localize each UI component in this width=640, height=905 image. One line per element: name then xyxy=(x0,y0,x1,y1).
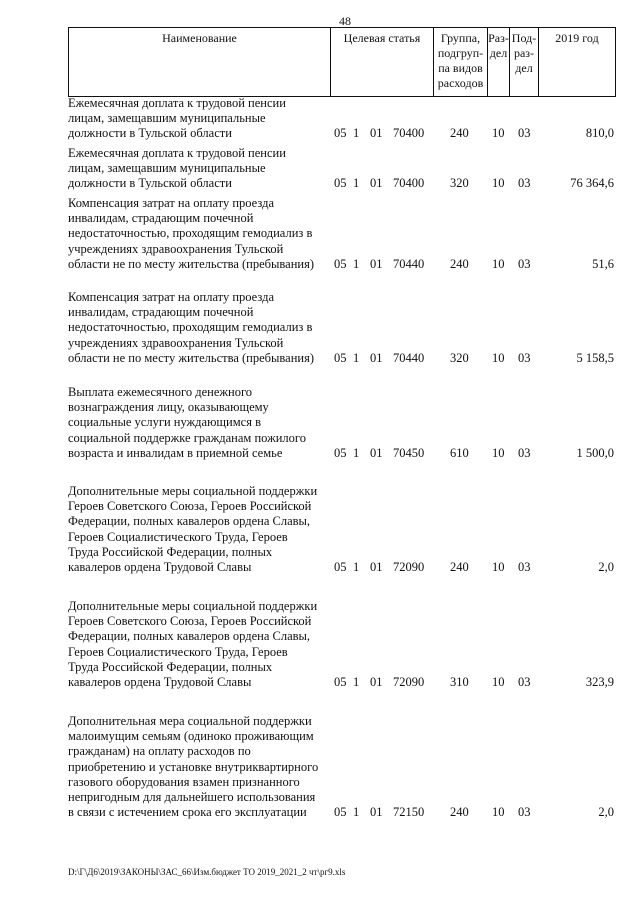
section-code: 10 xyxy=(492,675,505,689)
expense-group: 240 xyxy=(450,560,469,574)
target-code-subprogram: 1 xyxy=(353,445,360,460)
row-name-line: инвалидам, страдающим почечной xyxy=(68,211,254,226)
target-code-subprogram: 1 xyxy=(353,675,360,689)
row-name-line: Компенсация затрат на оплату проезда xyxy=(68,290,275,304)
row-name-line: учреждениях здравоохранения Тульской xyxy=(68,335,284,350)
target-code-program: 05 xyxy=(334,176,347,191)
row-name-line: непригодным для дальнейшего использования xyxy=(68,790,316,805)
header-target-cell xyxy=(331,28,434,96)
table-header xyxy=(68,27,616,97)
target-code-program: 05 xyxy=(334,560,347,574)
section-code: 10 xyxy=(492,256,505,271)
header-subsection-cell xyxy=(510,28,539,96)
row-name-line: Компенсация затрат на оплату проезда xyxy=(68,196,275,210)
expense-group: 240 xyxy=(450,256,469,271)
header-year: 2019 год xyxy=(555,31,599,45)
target-code-main-activity: 01 xyxy=(370,560,383,574)
row-name-line: гражданам) на оплату расходов по xyxy=(68,744,251,759)
row-name-line: Героев Социалистического Труда, Героев xyxy=(68,529,288,544)
row-name xyxy=(68,96,330,142)
expense-group: 240 xyxy=(450,126,469,141)
row-name-line: Федерации, полных кавалеров ордена Славы, xyxy=(68,514,311,529)
row-name-line: газового оборудования взамен признанного xyxy=(68,774,300,789)
row-name-line: учреждениях здравоохранения Тульской xyxy=(68,241,284,256)
subsection-code: 03 xyxy=(518,126,531,141)
amount-2019: 810,0 xyxy=(585,126,614,141)
row-name-line: Дополнительные меры социальной поддержки xyxy=(68,599,318,613)
header-target: Целевая статья xyxy=(343,31,421,45)
row-name xyxy=(68,385,330,461)
section-code: 10 xyxy=(492,126,505,141)
header-section-line: Раз- xyxy=(488,31,509,45)
target-code-main-activity: 01 xyxy=(370,805,383,820)
section-code: 10 xyxy=(492,350,505,365)
section-code: 10 xyxy=(492,176,505,191)
target-code-direction: 70450 xyxy=(393,445,425,460)
target-code-subprogram: 1 xyxy=(353,805,360,820)
row-name-line: в связи с истечением срока его эксплуатации xyxy=(68,805,307,820)
file-path-footer: D:\Г\Д6\2019\ЗАКОНЫ\ЗАС_66\Изм.бюджет ТО 2019_2021_2 чт\рг9.xls xyxy=(68,867,346,877)
row-name xyxy=(68,714,330,820)
expense-group: 310 xyxy=(450,675,469,689)
row-name-line: социальной поддержке гражданам пожилого xyxy=(68,430,306,445)
target-code-direction: 72090 xyxy=(393,675,425,689)
row-name-line: лицам, замещавшим муниципальные xyxy=(68,161,266,176)
header-section-line: дел xyxy=(489,46,508,60)
target-code-program: 05 xyxy=(334,126,347,141)
header-group-line: расходов xyxy=(437,76,484,90)
section-code: 10 xyxy=(492,805,505,820)
row-name-line: должности в Тульской области xyxy=(68,126,232,141)
row-name-line: кавалеров ордена Трудовой Славы xyxy=(68,675,252,690)
target-code-main-activity: 01 xyxy=(370,126,383,141)
expense-group: 610 xyxy=(450,445,469,460)
header-group-cell xyxy=(434,28,488,96)
target-code-direction: 70400 xyxy=(393,176,425,191)
section-code: 10 xyxy=(492,560,505,574)
row-name-line: Труда Российской Федерации, полных xyxy=(68,659,273,674)
subsection-code: 03 xyxy=(518,256,531,271)
target-code-program: 05 xyxy=(334,675,347,689)
expense-group: 320 xyxy=(450,176,469,191)
row-name xyxy=(68,146,330,192)
expense-group: 320 xyxy=(450,350,469,365)
row-name-line: вознаграждения лицу, оказывающему xyxy=(68,400,269,415)
subsection-code: 03 xyxy=(518,445,531,460)
amount-2019: 1 500,0 xyxy=(576,445,614,460)
amount-2019: 323,9 xyxy=(585,675,614,689)
target-code-direction: 72090 xyxy=(393,560,425,574)
amount-2019: 5 158,5 xyxy=(576,350,614,365)
row-name-line: области не по месту жительства (пребывания) xyxy=(68,350,315,365)
header-group-line: па видов xyxy=(438,61,483,75)
target-code-main-activity: 01 xyxy=(370,176,383,191)
header-group-line: Группа, xyxy=(440,31,481,45)
header-name-cell xyxy=(69,28,331,96)
target-code-main-activity: 01 xyxy=(370,675,383,689)
subsection-code: 03 xyxy=(518,675,531,689)
row-name xyxy=(68,599,330,690)
amount-2019: 76 364,6 xyxy=(570,176,614,191)
row-name xyxy=(68,196,330,272)
target-code-main-activity: 01 xyxy=(370,445,383,460)
row-name-line: Федерации, полных кавалеров ордена Славы, xyxy=(68,629,311,644)
header-year-cell xyxy=(539,28,615,96)
row-name-line: области не по месту жительства (пребывания) xyxy=(68,256,315,271)
row-name xyxy=(68,484,330,575)
target-code-subprogram: 1 xyxy=(353,126,360,141)
row-name-line: лицам, замещавшим муниципальные xyxy=(68,111,266,126)
row-name-line: инвалидам, страдающим почечной xyxy=(68,305,254,320)
row-name-line: Дополнительные меры социальной поддержки xyxy=(68,484,318,498)
row-name-line: Труда Российской Федерации, полных xyxy=(68,544,273,559)
target-code-main-activity: 01 xyxy=(370,256,383,271)
row-name-line: возраста и инвалидам в приемной семье xyxy=(68,445,283,460)
subsection-code: 03 xyxy=(518,560,531,574)
section-code: 10 xyxy=(492,445,505,460)
amount-2019: 2,0 xyxy=(598,805,614,820)
row-name-line: Выплата ежемесячного денежного xyxy=(68,385,253,399)
row-name-line: приобретению и установке внутриквартирного xyxy=(68,759,319,774)
header-subsection-line: дел xyxy=(515,61,533,75)
header-section-cell xyxy=(488,28,510,96)
header-name: Наименование xyxy=(162,31,237,45)
target-code-direction: 70400 xyxy=(393,126,425,141)
subsection-code: 03 xyxy=(518,176,531,191)
header-group-line: подгруп- xyxy=(437,46,484,60)
target-code-direction: 72150 xyxy=(393,805,425,820)
header-subsection-line: раз- xyxy=(513,46,535,60)
target-code-direction: 70440 xyxy=(393,256,425,271)
target-code-program: 05 xyxy=(334,256,347,271)
row-name-line: социальные услуги нуждающимся в xyxy=(68,415,261,430)
page-number: 48 xyxy=(339,14,351,28)
row-name-line: недостаточностью, проходящим гемодиализ в xyxy=(68,320,313,335)
target-code-subprogram: 1 xyxy=(353,176,360,191)
row-name-line: Ежемесячная доплата к трудовой пенсии xyxy=(68,146,286,160)
header-subsection-line: Под- xyxy=(511,31,537,45)
amount-2019: 2,0 xyxy=(598,560,614,574)
row-name-line: кавалеров ордена Трудовой Славы xyxy=(68,560,252,575)
target-code-subprogram: 1 xyxy=(353,560,360,574)
amount-2019: 51,6 xyxy=(592,256,614,271)
target-code-program: 05 xyxy=(334,350,347,365)
target-code-main-activity: 01 xyxy=(370,350,383,365)
row-name-line: Героев Советского Союза, Героев Российской xyxy=(68,499,312,514)
target-code-subprogram: 1 xyxy=(353,350,360,365)
target-code-program: 05 xyxy=(334,805,347,820)
target-code-subprogram: 1 xyxy=(353,256,360,271)
row-name-line: должности в Тульской области xyxy=(68,176,232,191)
row-name xyxy=(68,290,330,366)
expense-group: 240 xyxy=(450,805,469,820)
subsection-code: 03 xyxy=(518,805,531,820)
row-name-line: Героев Социалистического Труда, Героев xyxy=(68,644,288,659)
row-name-line: недостаточностью, проходящим гемодиализ в xyxy=(68,226,313,241)
row-name-line: Героев Советского Союза, Героев Российской xyxy=(68,614,312,629)
subsection-code: 03 xyxy=(518,350,531,365)
target-code-program: 05 xyxy=(334,445,347,460)
row-name-line: Ежемесячная доплата к трудовой пенсии xyxy=(68,96,286,110)
row-name-line: Дополнительная мера социальной поддержки xyxy=(68,714,312,728)
target-code-direction: 70440 xyxy=(393,350,425,365)
row-name-line: малоимущим семьям (одиноко проживающим xyxy=(68,729,314,744)
